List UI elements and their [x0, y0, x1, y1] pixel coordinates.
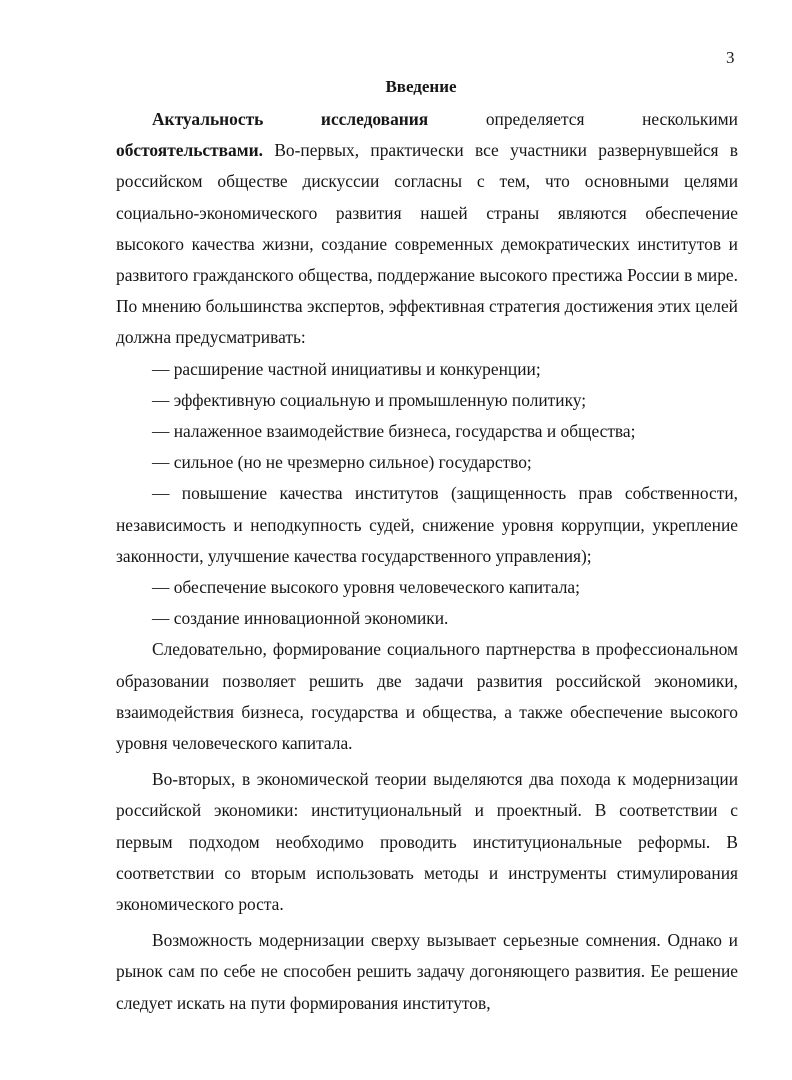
body-text — [116, 104, 738, 1019]
term-relevance: Актуальность — [152, 109, 264, 129]
intro-first-line — [116, 104, 738, 135]
section-heading: Введение — [385, 77, 457, 96]
intro-word-several: несколькими — [642, 109, 738, 129]
intro-paragraph — [116, 135, 738, 353]
paragraph-partnership: Следовательно, формирование социального партнерства в профессиональном образовании позволяет решить две задачи развития российской экономики, взаимодействия бизнеса, государства и общества, а также обеспечение высокого уровня человеческого капитала. — [116, 639, 738, 754]
list-item: — сильное (но не чрезмерно сильное) государство; — [152, 452, 532, 473]
list-item: — повышение качества институтов (защищенность прав собственности, независимость и неподкупность судей, снижение уровня коррупции, укрепление законности, улучшение качества государственного управления); — [116, 483, 738, 566]
list-item: — налаженное взаимодействие бизнеса, государства и общества; — [152, 421, 636, 442]
list-item: — расширение частной инициативы и конкуренции; — [152, 358, 541, 379]
page-number: 3 — [726, 48, 735, 67]
intro-lead-word: обстоятельствами. — [116, 140, 263, 161]
term-research: исследования — [320, 109, 429, 129]
paragraph-modernization-doubts: Возможность модернизации сверху вызывает серьезные сомнения. Однако и рынок сам по себе не способен решить задачу догоняющего развития. Ее решение следует искать на пути формирования институтов, — [116, 930, 738, 1013]
paragraph-modernization-approaches: Во-вторых, в экономической теории выделяются два похода к модернизации российской экономики: институциональный и проектный. В соответствии с первым подходом необходимо проводить институциональные реформы. В соответствии со вторым использовать методы и инструменты стимулирования экономического роста. — [116, 769, 738, 915]
list-item: — создание инновационной экономики. — [152, 608, 449, 629]
intro-word-determined: определяется — [485, 109, 585, 129]
intro-paragraph-text: Во-первых, практически все участники развернувшейся в российском обществе дискуссии согласны с тем, что основными целями социально-экономического развития нашей страны являются обеспечение высокого качества жизни, создание современных демократических институтов и развитого гражданского общества, поддержание высокого престижа России в мире. По мнению большинства экспертов, эффективная стратегия достижения этих целей должна предусматривать: — [116, 140, 738, 348]
list-item: — эффективную социальную и промышленную политику; — [152, 389, 587, 410]
list-item: — обеспечение высокого уровня человеческого капитала; — [152, 577, 580, 598]
